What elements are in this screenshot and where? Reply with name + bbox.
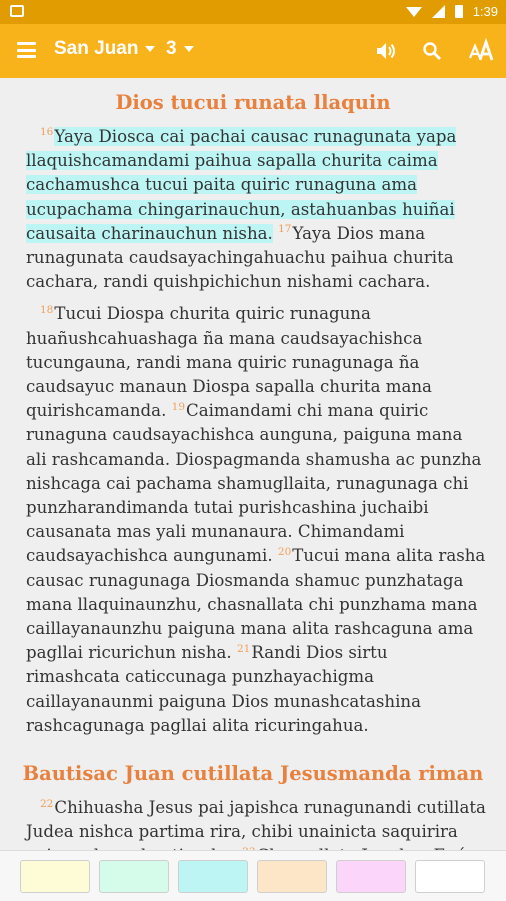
- verse-number: 22: [40, 797, 54, 810]
- chevron-down-icon: [184, 46, 194, 52]
- chapter-selector[interactable]: [166, 38, 194, 60]
- audio-icon[interactable]: [370, 36, 400, 66]
- menu-icon[interactable]: [17, 42, 36, 58]
- app-bar: [0, 24, 506, 78]
- chapter-text[interactable]: [0, 78, 506, 850]
- highlight-swatch-yellow[interactable]: [20, 860, 90, 893]
- highlight-swatch-pink[interactable]: [336, 860, 406, 893]
- wifi-icon: [406, 7, 422, 17]
- status-bar: [0, 0, 506, 24]
- status-time: 1:39: [472, 4, 498, 19]
- battery-icon: [455, 5, 463, 18]
- verse-number: 20: [277, 545, 292, 558]
- verse-number: 19: [171, 400, 186, 413]
- verse-text: Yaya Diosca cai pachai causac runagunata yapa llaquishcamandami paihua sapalla churita caima cachamushca tucui paita quiric runaguna ama ucupachama chingarinauchun, astahuanbas huiñai causaita charinauchun nisha.: [26, 127, 457, 243]
- chevron-down-icon: [145, 46, 155, 52]
- chapter-number: 3: [166, 38, 177, 59]
- verse-number: 17: [278, 223, 292, 236]
- paragraph: [26, 125, 486, 294]
- verse-text: Tucui Diospa churita quiric runaguna huañushcahuashaga ña mana caudsayachishca tucungauna, randi mana quiric runagunaga ña caudsayuc manaun Diospa sapalla churita mana quirishcamanda.: [26, 304, 432, 421]
- signal-icon: [432, 5, 445, 18]
- verse-text: Caimandami chi mana quiric runaguna caudsayachishca aunguna, paiguna mana ali rashcamanda. Diospagmanda shamusha ac punzha nishcaga cai pachama shamugllaita, runagunaga chi punzharandimanda tutai purishcashina juchaibi causanata mas yali munanaura. Chimandami caudsayachishca aungunami.: [26, 401, 482, 566]
- highlight-swatch-white[interactable]: [415, 860, 485, 893]
- verse-text: Yaya Dios mana runagunata caudsayachingahuachu paihua churita cachara, randi quishpichichun nishami cachara.: [26, 223, 454, 292]
- verse-number: 16: [40, 126, 54, 139]
- verse[interactable]: [26, 401, 481, 565]
- verse-number: 18: [40, 303, 54, 316]
- paragraph: [26, 302, 486, 738]
- section-heading: Dios tucui runata llaquin: [115, 91, 391, 114]
- verse-number: 21: [236, 642, 251, 655]
- highlight-swatch-orange[interactable]: [257, 860, 327, 893]
- section-heading: Bautisac Juan cutillata Jesusmanda riman: [22, 762, 484, 786]
- verse-text: Randi Dios sirtu rimashcata caticcunaga punzhayachigma caillayanaunmi paiguna Dios munashcatashina rashcagunaga pagllai alita ricuringahua.: [26, 643, 421, 735]
- verse-text: Tucui mana alita rasha causac runagunaga Diosmanda shamuc punzhataga mana llaquinaunzhu, chasnallata chi punzhama mana caillayanaunzhu paiguna mana alita rashcaguna ama pagllai ricurichun nisha.: [26, 546, 486, 663]
- verse-text: Chihuasha Jesus pai japishca runagunandi cutillata Judea nishca partima rira, chibi unainicta saquirira: [26, 798, 486, 842]
- font-size-icon[interactable]: [465, 36, 499, 66]
- notification-icon: [10, 5, 24, 17]
- book-name: San Juan: [54, 38, 139, 59]
- highlight-color-bar: [0, 850, 506, 901]
- book-selector[interactable]: [54, 38, 155, 60]
- highlight-swatch-green[interactable]: [99, 860, 169, 893]
- highlight-swatch-cyan[interactable]: [178, 860, 248, 893]
- search-icon[interactable]: [417, 36, 447, 66]
